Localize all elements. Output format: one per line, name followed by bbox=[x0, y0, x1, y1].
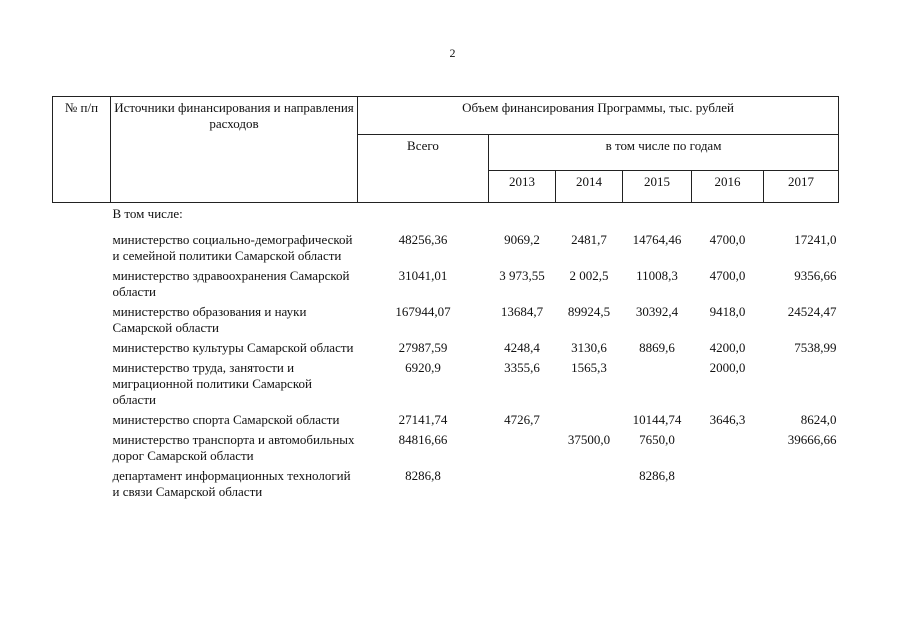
row-year-2013: 4726,7 bbox=[504, 412, 540, 427]
row-year-2014: 2481,7 bbox=[571, 232, 607, 247]
row-year-2014: 2 002,5 bbox=[569, 268, 609, 283]
row-year-2015: 8286,8 bbox=[639, 468, 675, 483]
table-body bbox=[53, 203, 839, 505]
financing-table bbox=[52, 96, 839, 504]
header-year: 2015 bbox=[623, 171, 692, 203]
row-source: министерство образования и науки Самарской области bbox=[112, 304, 307, 335]
table-row bbox=[53, 432, 839, 468]
row-year-2013 bbox=[489, 468, 556, 504]
row-year-2014: 3130,6 bbox=[571, 340, 607, 355]
row-number bbox=[53, 304, 111, 340]
row-year-2016: 4200,0 bbox=[709, 340, 746, 355]
table-row bbox=[53, 232, 839, 268]
row-year-2013: 3355,6 bbox=[504, 360, 540, 375]
header-year: 2014 bbox=[556, 171, 623, 203]
row-source: министерство здравоохранения Самарской области bbox=[112, 268, 350, 299]
row-number bbox=[53, 412, 111, 432]
header-num: № п/п bbox=[53, 97, 111, 203]
row-year-2014 bbox=[556, 468, 623, 504]
table-row bbox=[53, 468, 839, 504]
table-row bbox=[53, 304, 839, 340]
row-source: министерство культуры Самарской области bbox=[112, 340, 354, 355]
row-year-2016: 9418,0 bbox=[709, 304, 746, 319]
table-row bbox=[53, 412, 839, 432]
row-year-2015: 30392,4 bbox=[635, 304, 679, 319]
header-total: Всего bbox=[358, 135, 489, 203]
header-year: 2016 bbox=[692, 171, 764, 203]
row-year-2014 bbox=[556, 412, 623, 432]
row-total: 27141,74 bbox=[398, 412, 448, 427]
row-total: 84816,66 bbox=[398, 432, 448, 447]
row-year-2017: 17241,0 bbox=[794, 232, 837, 247]
row-year-2016: 3646,3 bbox=[709, 412, 746, 427]
row-total: 167944,07 bbox=[395, 304, 451, 319]
row-source: министерство транспорта и автомобильных дорог Самарской области bbox=[112, 432, 355, 463]
row-year-2017 bbox=[764, 468, 839, 504]
row-number bbox=[53, 232, 111, 268]
row-total: 31041,01 bbox=[398, 268, 448, 283]
row-year-2016: 4700,0 bbox=[709, 232, 746, 247]
row-year-2014: 37500,0 bbox=[567, 432, 611, 447]
row-total: 8286,8 bbox=[405, 468, 441, 483]
row-year-2015 bbox=[623, 360, 692, 412]
table-row bbox=[53, 360, 839, 412]
row-year-2017: 7538,99 bbox=[794, 340, 837, 355]
row-year-2013: 4248,4 bbox=[504, 340, 540, 355]
row-year-2015: 14764,46 bbox=[632, 232, 682, 247]
row-number bbox=[53, 268, 111, 304]
table-row bbox=[53, 268, 839, 304]
row-number bbox=[53, 468, 111, 504]
header-source: Источники финансирования и направления расходов bbox=[111, 97, 358, 203]
row-source: министерство труда, занятости и миграционной политики Самарской области bbox=[112, 360, 312, 407]
row-source: министерство социально-демографической и семейной политики Самарской области bbox=[112, 232, 353, 263]
row-year-2013: 9069,2 bbox=[504, 232, 540, 247]
table-row bbox=[53, 340, 839, 360]
row-year-2013 bbox=[489, 432, 556, 468]
row-number bbox=[53, 340, 111, 360]
row-year-2016 bbox=[692, 468, 764, 504]
header-by-years: в том числе по годам bbox=[489, 135, 839, 171]
row-year-2016: 2000,0 bbox=[709, 360, 746, 375]
row-year-2015: 10144,74 bbox=[632, 412, 682, 427]
row-source: министерство спорта Самарской области bbox=[112, 412, 340, 427]
row-number bbox=[53, 360, 111, 412]
row-year-2017: 8624,0 bbox=[800, 412, 837, 427]
row-total: 48256,36 bbox=[398, 232, 448, 247]
row-year-2016: 4700,0 bbox=[709, 268, 746, 283]
row-total: 6920,9 bbox=[405, 360, 441, 375]
row-total: 27987,59 bbox=[398, 340, 448, 355]
subheading: В том числе: bbox=[112, 206, 183, 221]
row-year-2015: 8869,6 bbox=[639, 340, 675, 355]
row-year-2013: 3 973,55 bbox=[499, 268, 545, 283]
row-year-2014: 1565,3 bbox=[571, 360, 607, 375]
row-year-2017: 39666,66 bbox=[787, 432, 837, 447]
row-year-2017 bbox=[764, 360, 839, 412]
header-year: 2013 bbox=[489, 171, 556, 203]
page-number: 2 bbox=[449, 46, 456, 60]
header-year: 2017 bbox=[764, 171, 839, 203]
header-volume: Объем финансирования Программы, тыс. рублей bbox=[358, 97, 839, 135]
row-year-2017: 24524,47 bbox=[787, 304, 837, 319]
row-source: департамент информационных технологий и связи Самарской области bbox=[112, 468, 351, 499]
row-year-2017: 9356,66 bbox=[794, 268, 837, 283]
row-year-2015: 11008,3 bbox=[636, 268, 678, 283]
row-year-2016 bbox=[692, 432, 764, 468]
subheading-row bbox=[53, 203, 839, 233]
row-year-2015: 7650,0 bbox=[639, 432, 675, 447]
row-year-2013: 13684,7 bbox=[500, 304, 544, 319]
row-number bbox=[53, 432, 111, 468]
row-year-2014: 89924,5 bbox=[567, 304, 611, 319]
